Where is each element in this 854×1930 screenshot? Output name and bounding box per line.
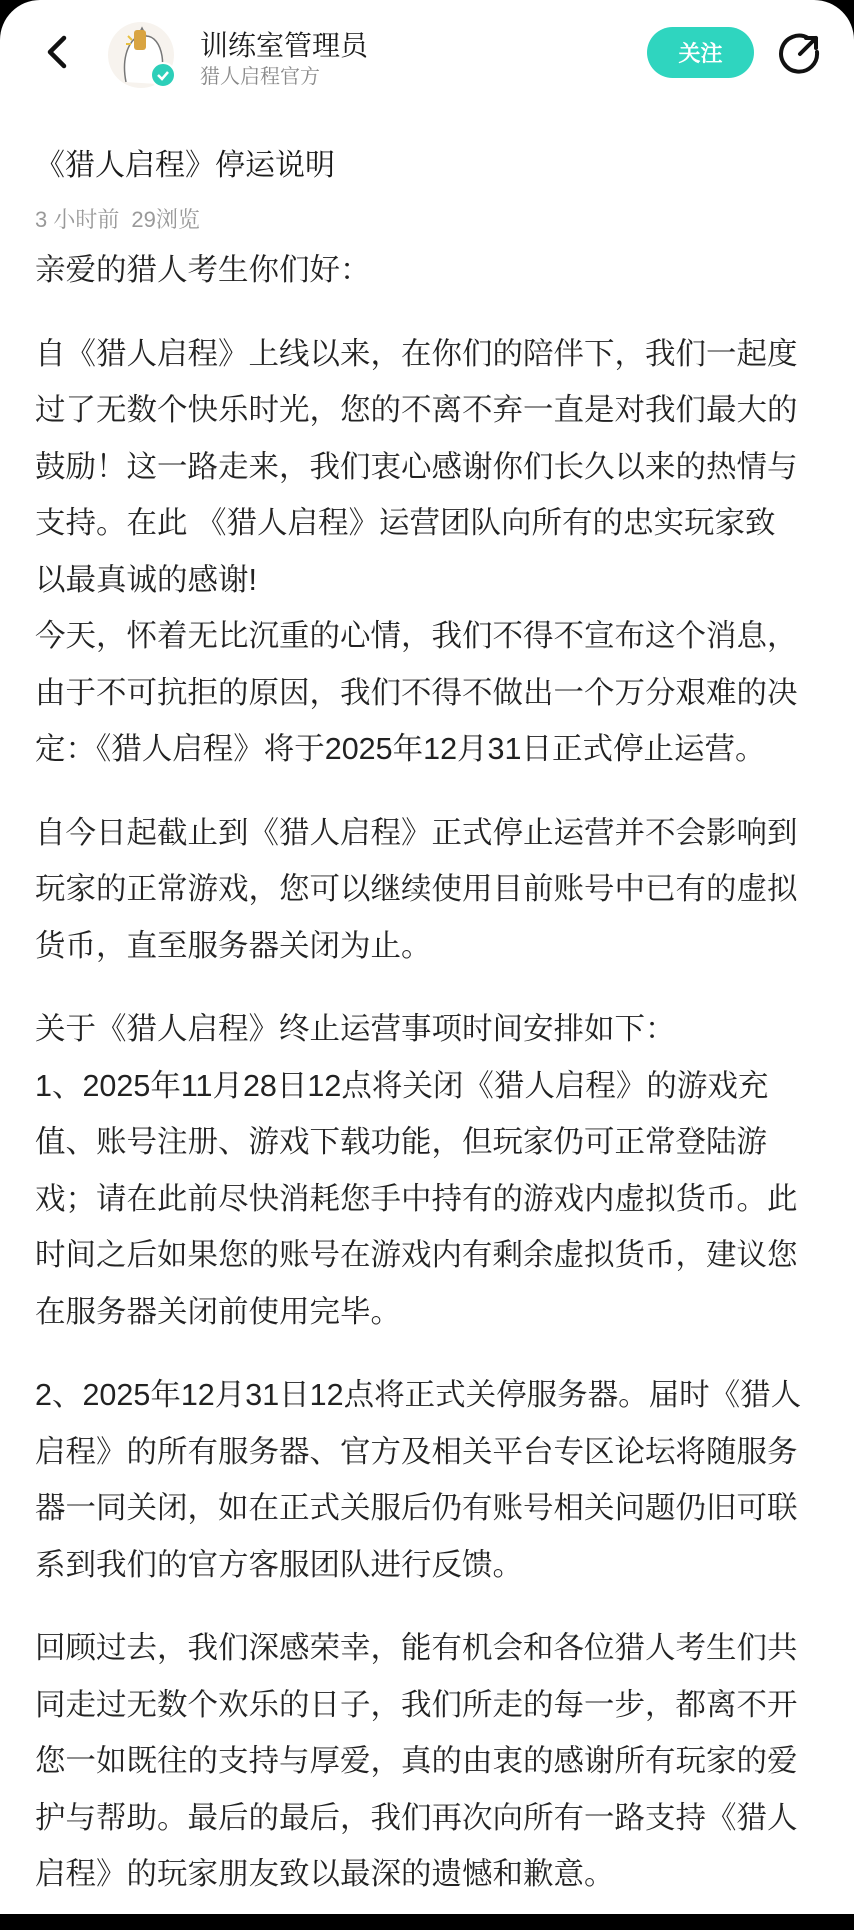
paragraph-line: 护与帮助。最后的最后，我们再次向所有一路支持《猎人 [35, 1800, 798, 1835]
back-button[interactable] [38, 32, 78, 72]
post-time: 3 小时前 [35, 207, 120, 232]
author-name[interactable]: 训练室管理员 [200, 30, 369, 61]
paragraph-line: 时间之后如果您的账号在游戏内有剩余虚拟货币，建议您 [35, 1238, 798, 1272]
paragraph-line: 系到我们的官方客服团队进行反馈。 [35, 1547, 523, 1582]
chevron-left-icon [38, 32, 78, 72]
paragraph-line: 启程》的所有服务器、官方及相关平台专区论坛将随服务 [35, 1434, 798, 1469]
paragraph-line: 同走过无数个欢乐的日子，我们所走的每一步，都离不开 [35, 1687, 798, 1722]
paragraph-line: 亲爱的猎人考生你们好： [35, 253, 371, 287]
paragraph-line: 支持。在此 《猎人启程》运营团队向所有的忠实玩家致 [35, 506, 776, 540]
paragraph-line: 启程》的玩家朋友致以最深的遗憾和歉意。 [35, 1857, 615, 1891]
paragraph-line: 2、2025年12月31日12点将正式关停服务器。届时《猎人 [35, 1378, 802, 1412]
paragraph-line: 您一如既往的支持与厚爱，真的由衷的感谢所有玩家的爱 [35, 1744, 798, 1778]
paragraph-line: 戏；请在此前尽快消耗您手中持有的游戏内虚拟货币。此 [35, 1181, 798, 1216]
share-icon [778, 32, 822, 76]
paragraph-line: 自《猎人启程》上线以来，在你们的陪伴下，我们一起度 [35, 336, 798, 371]
paragraph-line: 自今日起截止到《猎人启程》正式停止运营并不会影响到 [35, 815, 798, 850]
paragraph-line: 定：《猎人启程》将于2025年12月31日正式停止运营。 [35, 732, 766, 766]
paragraph [35, 326, 825, 778]
follow-button[interactable]: 关注 [647, 27, 754, 78]
post-body [35, 242, 825, 1930]
author-subtitle: 猎人启程官方 [200, 66, 320, 88]
paragraph-line: 值、账号注册、游戏下载功能，但玩家仍可正常登陆游 [35, 1125, 767, 1159]
paragraph-line: 鼓励！这一路走来，我们衷心感谢你们长久以来的热情与 [35, 449, 798, 484]
paragraph-line: 器一同关闭，如在正式关服后仍有账号相关问题仍旧可联 [35, 1491, 798, 1525]
post-meta [35, 203, 212, 234]
paragraph-line: 1、2025年11月28日12点将关闭《猎人启程》的游戏充 [35, 1068, 769, 1103]
paragraph [35, 1620, 825, 1903]
paragraph-line: 货币，直至服务器关闭为止。 [35, 928, 432, 963]
paragraph [35, 242, 825, 299]
paragraph-line: 过了无数个快乐时光，您的不离不弃一直是对我们最大的 [35, 393, 798, 427]
paragraph [35, 1001, 825, 1340]
paragraph-line: 回顾过去，我们深感荣幸，能有机会和各位猎人考生们共 [35, 1631, 798, 1665]
paragraph-line: 由于不可抗拒的原因，我们不得不做出一个万分艰难的决 [35, 675, 798, 710]
paragraph-line: 今天，怀着无比沉重的心情，我们不得不宣布这个消息， [35, 619, 798, 653]
paragraph-line: 玩家的正常游戏，您可以继续使用目前账号中已有的虚拟 [35, 872, 798, 906]
share-button[interactable] [778, 32, 822, 76]
paragraph-line: 在服务器关闭前使用完毕。 [35, 1294, 401, 1329]
paragraph [35, 1367, 825, 1593]
paragraph-line: 关于《猎人启程》终止运营事项时间安排如下： [35, 1012, 676, 1046]
post-title: 《猎人启程》停运说明 [35, 149, 335, 182]
post-views: 29浏览 [131, 207, 200, 232]
verified-badge-icon [150, 62, 176, 88]
paragraph [35, 805, 825, 975]
paragraph-line: 以最真诚的感谢! [35, 562, 257, 597]
